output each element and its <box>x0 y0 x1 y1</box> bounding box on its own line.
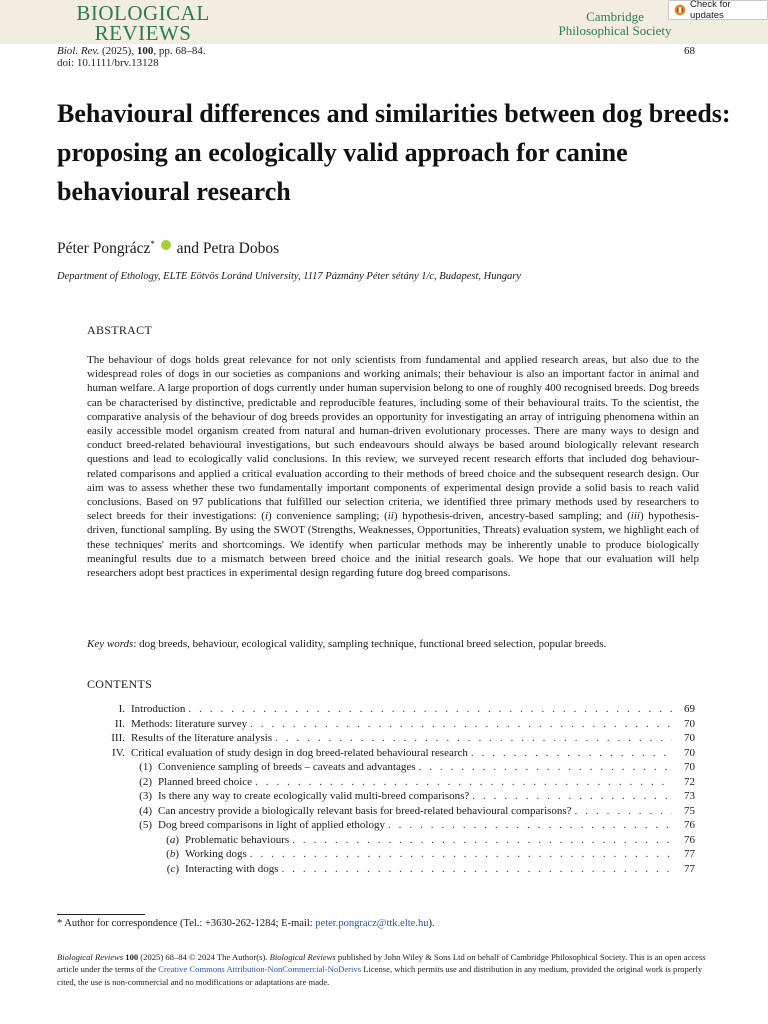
toc-number: (2) <box>139 775 152 788</box>
toc-entry[interactable] <box>87 717 695 732</box>
abstract-heading: ABSTRACT <box>87 323 153 337</box>
toc-page: 70 <box>684 732 695 744</box>
journal-logo-line2: REVIEWS <box>94 21 192 45</box>
toc-number: III. <box>111 732 125 744</box>
email-link[interactable]: peter.pongracz@ttk.elte.hu <box>315 918 429 929</box>
keywords-label: Key words <box>87 638 134 650</box>
toc-letter: c <box>170 862 176 875</box>
author-list <box>57 239 279 258</box>
citation-block <box>57 45 206 69</box>
abstract-text <box>87 353 699 580</box>
toc-title: Problematic behaviours <box>185 833 290 846</box>
society-logo[interactable] <box>545 10 685 38</box>
license-link[interactable]: Creative Commons Attribution-NonCommercial-NoDerivs <box>158 964 362 975</box>
toc-leader <box>281 862 672 877</box>
toc-title: Results of the literature analysis <box>131 732 273 744</box>
license-text: License, which permits use and distribution in any medium, provided the original work is properly cited, the use is non-commercial and no modifications or adaptations are made. <box>57 964 703 987</box>
toc-page: 72 <box>684 775 695 788</box>
check-for-updates-button[interactable] <box>668 0 768 20</box>
abstract-marker: ii <box>387 510 394 523</box>
toc-number: (b) <box>166 848 179 860</box>
toc-page: 73 <box>684 790 695 802</box>
toc-page: 69 <box>684 703 695 715</box>
toc-entry[interactable] <box>87 804 695 819</box>
abstract-marker: i <box>264 510 269 523</box>
toc-entry[interactable] <box>87 818 695 833</box>
toc-number: (4) <box>139 804 152 817</box>
toc-leader <box>188 702 672 717</box>
toc-leader <box>471 746 672 761</box>
correspondence-footnote <box>57 918 435 929</box>
toc-number: (a) <box>166 833 179 846</box>
toc-leader <box>472 789 672 804</box>
toc-page: 76 <box>684 833 695 846</box>
toc-title: Working dogs <box>185 848 247 860</box>
toc-leader <box>388 818 672 833</box>
contents-heading: CONTENTS <box>87 677 153 691</box>
table-of-contents <box>87 702 695 876</box>
toc-letter: a <box>169 833 176 846</box>
toc-number: (5) <box>139 819 152 831</box>
footnote-end: ). <box>428 918 435 929</box>
society-logo-line1: Cambridge <box>586 9 644 24</box>
footnote-rule <box>57 914 145 915</box>
license-text: (2025) 68–84 © 2024 The Author(s). <box>138 952 270 962</box>
page-number: 68 <box>684 45 695 57</box>
toc-number: (c) <box>166 862 179 875</box>
footnote-text: * Author for correspondence (Tel.: +3630-262-1284; E-mail: <box>57 918 316 929</box>
citation-pages: , pp. 68–84. <box>153 45 206 57</box>
license-text: published by John Wiley & Sons Ltd on behalf of Cambridge Philosophical Society. This is an open access article under the terms of the <box>57 952 706 975</box>
toc-page: 75 <box>684 804 695 817</box>
journal-logo[interactable] <box>68 3 218 43</box>
license-journal: Biological Reviews <box>269 952 336 962</box>
toc-number: I. <box>118 703 125 715</box>
citation-doi[interactable]: doi: 10.1111/brv.13128 <box>57 57 159 69</box>
toc-number: II. <box>114 717 125 730</box>
toc-page: 77 <box>684 848 695 860</box>
toc-leader <box>250 717 672 732</box>
toc-page: 70 <box>684 761 695 773</box>
article-title: Behavioural differences and similarities between dog breeds: proposing an ecologically valid approach for canine behavioural research <box>57 99 731 206</box>
orcid-icon[interactable] <box>161 240 171 250</box>
toc-page: 77 <box>684 862 695 875</box>
crossmark-icon <box>674 4 686 16</box>
journal-logo-line1: BIOLOGICAL <box>76 1 210 25</box>
toc-title: Dog breed comparisons in light of applied ethology <box>158 819 385 831</box>
abstract-part: ) convenience sampling; ( <box>268 510 388 523</box>
toc-page: 76 <box>684 819 695 831</box>
toc-leader <box>419 760 673 775</box>
toc-title: Interacting with dogs <box>185 862 279 875</box>
toc-title: Critical evaluation of study design in dog breed-related behavioural research <box>131 746 468 759</box>
toc-entry[interactable] <box>87 746 695 761</box>
toc-title: Methods: literature survey <box>131 717 248 730</box>
toc-number: IV. <box>112 746 125 759</box>
author-2[interactable]: and Petra Dobos <box>176 240 280 258</box>
toc-number: (1) <box>139 761 152 773</box>
toc-entry[interactable] <box>87 833 695 848</box>
license-volume: 100 <box>125 952 139 962</box>
toc-title: Convenience sampling of breeds – caveats and advantages <box>158 761 416 773</box>
toc-title: Is there any way to create ecologically valid multi-breed comparisons? <box>158 790 470 802</box>
citation-journal: Biol. Rev. <box>57 45 100 57</box>
society-logo-line2: Philosophical Society <box>558 23 672 38</box>
correspondence-mark: * <box>150 239 155 249</box>
toc-leader <box>255 775 672 790</box>
toc-entry[interactable] <box>87 731 695 746</box>
toc-entry[interactable] <box>87 760 695 775</box>
toc-letter: b <box>169 848 176 860</box>
abstract-part: ) hypothesis-driven, functional sampling. By using the SWOT (Strengths, Weaknesses, Opportunities, Threats) evaluation system, we highlight each of these techniques' merits and shortcomings. We identify when particular methods may be inherently unable to produce biologically meaningful results due to a mismatch between breed choice and the initial research goals. We hope that our evaluation will help researchers adopt best practices in experimental design regarding future dog breed comparisons. <box>87 510 699 580</box>
toc-page: 70 <box>684 717 695 730</box>
toc-leader <box>575 804 672 819</box>
toc-page: 70 <box>684 746 695 759</box>
toc-title: Can ancestry provide a biologically relevant basis for breed-related behavioural comparisons? <box>158 804 572 817</box>
toc-entry[interactable] <box>87 847 695 862</box>
toc-number: (3) <box>139 790 152 802</box>
abstract-part: ) hypothesis-driven, ancestry-based sampling; and ( <box>393 510 631 523</box>
affiliation: Department of Ethology, ELTE Eötvös Loránd University, 1117 Pázmány Péter sétány 1/c, Budapest, Hungary <box>57 271 521 282</box>
toc-leader <box>250 847 672 862</box>
toc-title: Introduction <box>131 703 186 715</box>
citation-year: (2025), <box>102 45 135 57</box>
check-for-updates-label: Check for updates <box>690 0 731 21</box>
license-notice <box>57 951 711 988</box>
license-journal: Biological Reviews <box>57 952 124 962</box>
toc-title: Planned breed choice <box>158 775 253 788</box>
keywords <box>87 638 707 650</box>
toc-entry[interactable] <box>87 702 695 717</box>
toc-entry[interactable] <box>87 862 695 877</box>
abstract-marker: iii <box>630 510 640 523</box>
citation-volume: 100 <box>136 45 154 57</box>
toc-entry[interactable] <box>87 775 695 790</box>
keywords-text: : dog breeds, behaviour, ecological validity, sampling technique, functional breed selection, popular breeds. <box>133 638 607 650</box>
abstract-part: The behaviour of dogs holds great relevance for not only scientists from fundamental and applied research areas, but also due to the widespread roles of dogs in our societies as companions and working animals; their behaviour is also an important factor in animal and human welfare. A large proportion of dogs currently under human supervision belong to one of roughly 400 recognised breeds. Dog breeds can be characterised by distinctive, predictable and reproducible features, including some of their behavioural traits. To the scientist, the comparative analysis of the behaviour of dog breeds provides an opportunity for investigating an array of intriguing phenomena within an easily accessible model organism created from natural and human-driven evolutionary processes. There are many ways to design and conduct breed-related behavioural investigations, but such endeavours should always be based around biologically relevant research questions and lead to ecologically valid conclusions. In this review, we surveyed recent research efforts that included dog behaviour-related comparisons and applied a critical evaluation according to their methods of breed choice and the subsequent research design. Our aim was to assess whether these two fundamentally important components of experimental design provide a solid basis to reach valid conclusions. Based on 97 publications that fulfilled our selection criteria, we identified three primary methods used by researchers to select breeds for their investigations: ( <box>87 354 699 523</box>
author-1[interactable]: Péter Pongrácz <box>57 240 151 258</box>
toc-leader <box>275 731 672 746</box>
toc-leader <box>292 833 672 848</box>
toc-entry[interactable] <box>87 789 695 804</box>
